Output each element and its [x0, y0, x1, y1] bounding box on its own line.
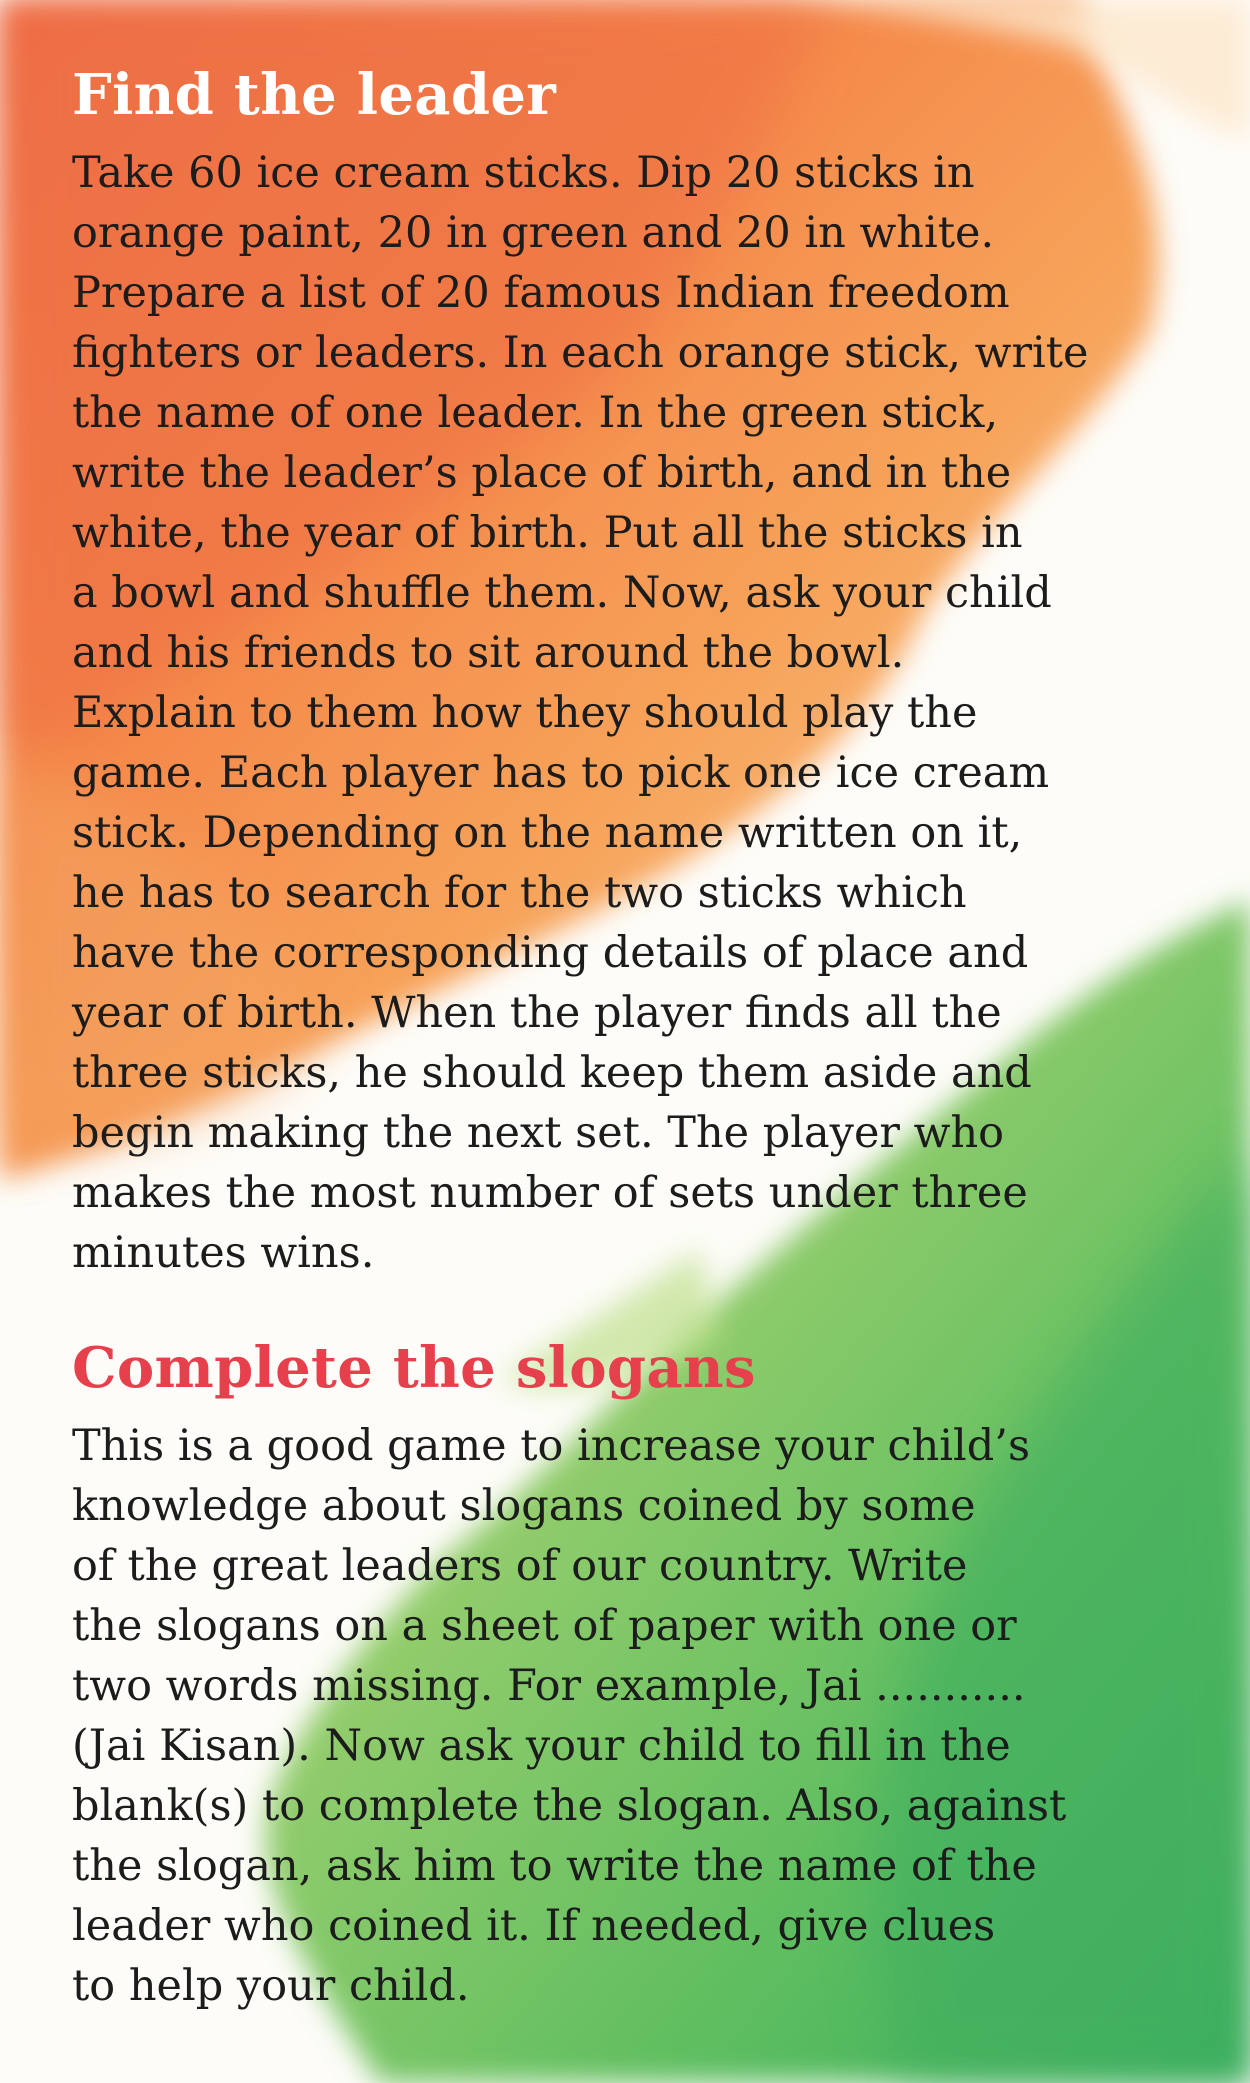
paragraph-line: blank(s) to complete the slogan. Also, against [72, 1781, 1067, 1832]
paragraph-line: begin making the next set. The player who [72, 1108, 1005, 1159]
paragraph-line: Take 60 ice cream sticks. Dip 20 sticks in [72, 148, 975, 199]
paragraph-line: two words missing. For example, Jai ........... [72, 1661, 1026, 1712]
complete-the-slogans-heading: Complete the slogans [72, 1335, 756, 1402]
paragraph-line: game. Each player has to pick one ice cream [72, 748, 1050, 799]
paragraph-line: the slogans on a sheet of paper with one or [72, 1601, 1017, 1652]
paragraph-line: the name of one leader. In the green stick, [72, 388, 999, 439]
paragraph-line: the slogan, ask him to write the name of the [72, 1841, 1037, 1892]
paragraph-line: This is a good game to increase your child’s [72, 1421, 1031, 1472]
paragraph-line: white, the year of birth. Put all the sticks in [72, 508, 1023, 559]
find-the-leader-heading: Find the leader [72, 62, 557, 128]
paragraph-line: a bowl and shuffle them. Now, ask your child [72, 568, 1052, 619]
paragraph-line: leader who coined it. If needed, give clues [72, 1901, 996, 1952]
paragraph-line: Explain to them how they should play the [72, 688, 978, 739]
paragraph-line: have the corresponding details of place and [72, 928, 1029, 979]
paragraph-line: makes the most number of sets under three [72, 1168, 1028, 1219]
find-the-leader-paragraph [72, 143, 1192, 1283]
paragraph-line: orange paint, 20 in green and 20 in white. [72, 208, 995, 259]
paragraph-line: minutes wins. [72, 1228, 375, 1279]
article-content [72, 62, 1192, 2016]
paragraph-line: of the great leaders of our country. Write [72, 1541, 968, 1592]
paragraph-line: to help your child. [72, 1961, 470, 2012]
paragraph-line: Prepare a list of 20 famous Indian freedom [72, 268, 1010, 319]
paragraph-line: year of birth. When the player finds all the [72, 988, 1002, 1039]
paragraph-line: three sticks, he should keep them aside and [72, 1048, 1032, 1099]
complete-the-slogans-paragraph [72, 1416, 1192, 2016]
paragraph-line: fighters or leaders. In each orange stick, write [72, 328, 1089, 379]
paragraph-line: write the leader’s place of birth, and in the [72, 448, 1012, 499]
paragraph-line: knowledge about slogans coined by some [72, 1481, 976, 1532]
paragraph-line: he has to search for the two sticks which [72, 868, 967, 919]
paragraph-line: stick. Depending on the name written on it, [72, 808, 1023, 859]
paragraph-line: (Jai Kisan). Now ask your child to fill in the [72, 1721, 1011, 1772]
paragraph-line: and his friends to sit around the bowl. [72, 628, 905, 679]
